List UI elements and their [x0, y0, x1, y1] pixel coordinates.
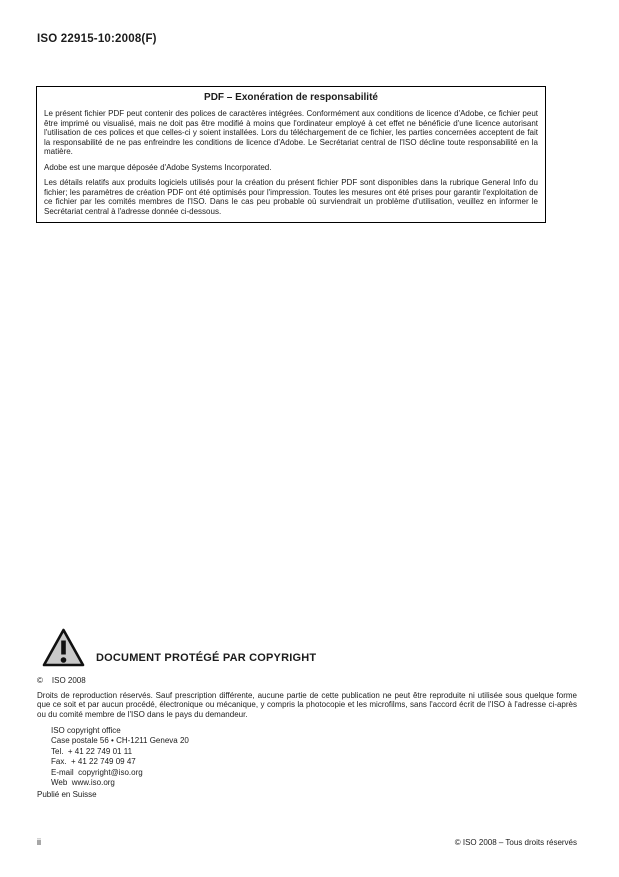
address-line-web: Web www.iso.org: [51, 778, 115, 788]
disclaimer-paragraph-2: Adobe est une marque déposée d'Adobe Systems Incorporated.: [44, 162, 272, 172]
address-line-fax: Fax. + 41 22 749 09 47: [51, 757, 136, 767]
iso-address-block: [51, 726, 189, 788]
published-note: Publié en Suisse: [37, 790, 97, 799]
address-line-postal: Case postale 56 • CH-1211 Geneva 20: [51, 736, 189, 746]
address-line-office: ISO copyright office: [51, 726, 121, 735]
disclaimer-title: PDF – Exonération de responsabilité: [204, 92, 378, 103]
address-line-email: E-mail copyright@iso.org: [51, 767, 143, 777]
copyright-heading: DOCUMENT PROTÉGÉ PAR COPYRIGHT: [96, 652, 317, 664]
pdf-disclaimer-box: [36, 86, 546, 223]
copyright-notice: Droits de reproduction réservés. Sauf prescription différente, aucune partie de cette publication ne peut être reproduite ni utilisée sous quelque forme que ce soit et par aucun procédé, électronique ou mécanique, y compris la photocopie et les microfilms, sans l'accord écrit de l'ISO à l'adresse ci-après ou du comité membre de l'ISO dans le pays du demandeur.: [37, 691, 577, 719]
copyright-symbol: ©: [37, 676, 43, 685]
address-line-tel: Tel. + 41 22 749 01 11: [51, 746, 133, 756]
warning-triangle-icon: [41, 627, 86, 669]
copyright-year: ISO 2008: [51, 676, 86, 685]
page-title: ISO 22915-10:2008(F): [37, 33, 157, 45]
disclaimer-paragraph-3: Les détails relatifs aux produits logiciels utilisés pour la création du présent fichier PDF sont disponibles dans la rubrique General Info du fichier; les paramètres de création PDF ont été optimisés pour l'impression. Toutes les mesures ont été prises pour garantir l'exploitation de ce fichier par les comités membres de l'ISO. Dans le cas peu probable où surviendrait un problème d'utilisation, veuillez en informer le Secrétariat central à l'adresse donnée ci-dessous.: [44, 178, 538, 216]
disclaimer-paragraph-1: Le présent fichier PDF peut contenir des polices de caractères intégrées. Conformément aux conditions de licence d'Adobe, ce fichier peut être imprimé ou visualisé, mais ne doit pas être modifié à moins que l'ordinateur employé à cet effet ne bénéficie d'une licence autorisant l'utilisation de ces polices et que celles-ci y soient installées. Lors du téléchargement de ce fichier, les parties concernées acceptent de fait la responsabilité de ne pas enfreindre les conditions de licence d'Adobe. Le Secrétariat central de l'ISO décline toute responsabilité en la matière.: [44, 109, 538, 156]
footer-copyright: © ISO 2008 – Tous droits réservés: [454, 838, 577, 847]
copyright-line: [37, 676, 86, 685]
footer-page-number: ii: [37, 837, 41, 847]
